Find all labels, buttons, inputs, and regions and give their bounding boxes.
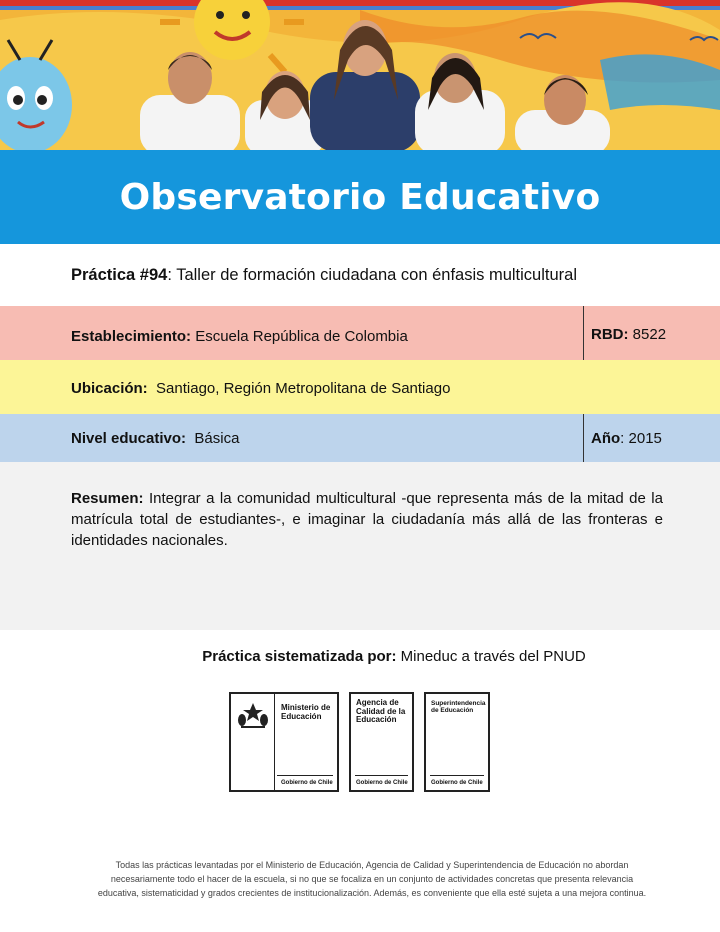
systematized-value: Mineduc a través del PNUD bbox=[400, 648, 586, 665]
location-cell bbox=[71, 380, 450, 397]
footer-line1: Todas las prácticas levantadas por el Ministerio de Educación, Agencia de Calidad y Superintendencia de Educación no abordan bbox=[115, 860, 629, 870]
systematized-label: Práctica sistematizada por: bbox=[202, 648, 397, 665]
divider bbox=[583, 306, 584, 360]
gob-label: Gobierno de Chile bbox=[281, 780, 333, 786]
location-label: Ubicación: bbox=[71, 380, 148, 397]
establishment-cell bbox=[71, 328, 408, 345]
practice-label: Práctica #94 bbox=[71, 266, 168, 284]
agency-name bbox=[356, 699, 405, 725]
title-banner bbox=[0, 150, 720, 244]
level-label: Nivel educativo: bbox=[71, 430, 187, 447]
agency-line1: Agencia de bbox=[356, 698, 399, 707]
summary-paragraph bbox=[71, 488, 663, 551]
logo-rule bbox=[355, 775, 408, 776]
gob-label: Gobierno de Chile bbox=[356, 780, 408, 786]
page-title: Observatorio Educativo bbox=[119, 176, 601, 218]
establishment-row bbox=[0, 306, 720, 360]
rbd-cell bbox=[591, 326, 666, 343]
divider bbox=[583, 414, 584, 462]
year-label: Año bbox=[591, 430, 621, 447]
level-value: Básica bbox=[194, 430, 240, 447]
chile-crest-icon bbox=[237, 700, 269, 730]
practice-heading bbox=[71, 266, 577, 285]
summary-box bbox=[0, 462, 720, 630]
logo-rule bbox=[277, 775, 333, 776]
practice-row bbox=[0, 244, 720, 306]
footer-disclaimer bbox=[70, 858, 674, 900]
gob-label: Gobierno de Chile bbox=[431, 780, 483, 786]
summary-text: Integrar a la comunidad multicultural -que representa más de la mitad de la matrícula total de estudiantes-, e imaginar la ciudadanía más allá de las fronteras e identidades nacionales. bbox=[71, 490, 663, 549]
logo-divider bbox=[274, 694, 275, 790]
rbd-value: 8522 bbox=[632, 326, 667, 343]
location-value: Santiago, Región Metropolitana de Santiago bbox=[156, 380, 451, 397]
ministry-line1: Ministerio de bbox=[281, 703, 331, 712]
systematized-by bbox=[0, 648, 720, 665]
year-value: : 2015 bbox=[620, 430, 662, 447]
agency-logo bbox=[349, 692, 414, 792]
summary-label: Resumen: bbox=[71, 490, 144, 507]
ministry-name bbox=[281, 704, 330, 721]
establishment-label: Establecimiento: bbox=[71, 328, 192, 345]
ministry-line2: Educación bbox=[281, 711, 322, 721]
level-cell bbox=[71, 430, 239, 447]
superintendence-logo bbox=[424, 692, 490, 792]
practice-title: : Taller de formación ciudadana con énfasis multicultural bbox=[167, 266, 577, 284]
hero-photo bbox=[0, 0, 720, 150]
footer-line2: necesariamente todo el hacer de la escuela, si no que se focaliza en un conjunto de actividades concretas que presenta relevancia bbox=[110, 874, 634, 884]
super-line1: Superintendencia bbox=[431, 700, 486, 707]
location-row bbox=[0, 360, 720, 414]
level-row bbox=[0, 414, 720, 462]
rbd-label: RBD: bbox=[591, 326, 629, 343]
agency-line3: Educación bbox=[356, 715, 397, 724]
logo-rule bbox=[430, 775, 484, 776]
agency-line2: Calidad de la bbox=[356, 706, 406, 716]
year-cell bbox=[591, 430, 662, 447]
footer-line3: educativa, sistematicidad y grados crecientes de institucionalización. Además, es conveniente que ella esté sujeta a una mejora continua. bbox=[97, 888, 647, 898]
establishment-value: Escuela República de Colombia bbox=[195, 328, 408, 345]
ministry-logo bbox=[229, 692, 339, 792]
super-name bbox=[431, 700, 486, 714]
super-line2: de Educación bbox=[431, 707, 474, 714]
